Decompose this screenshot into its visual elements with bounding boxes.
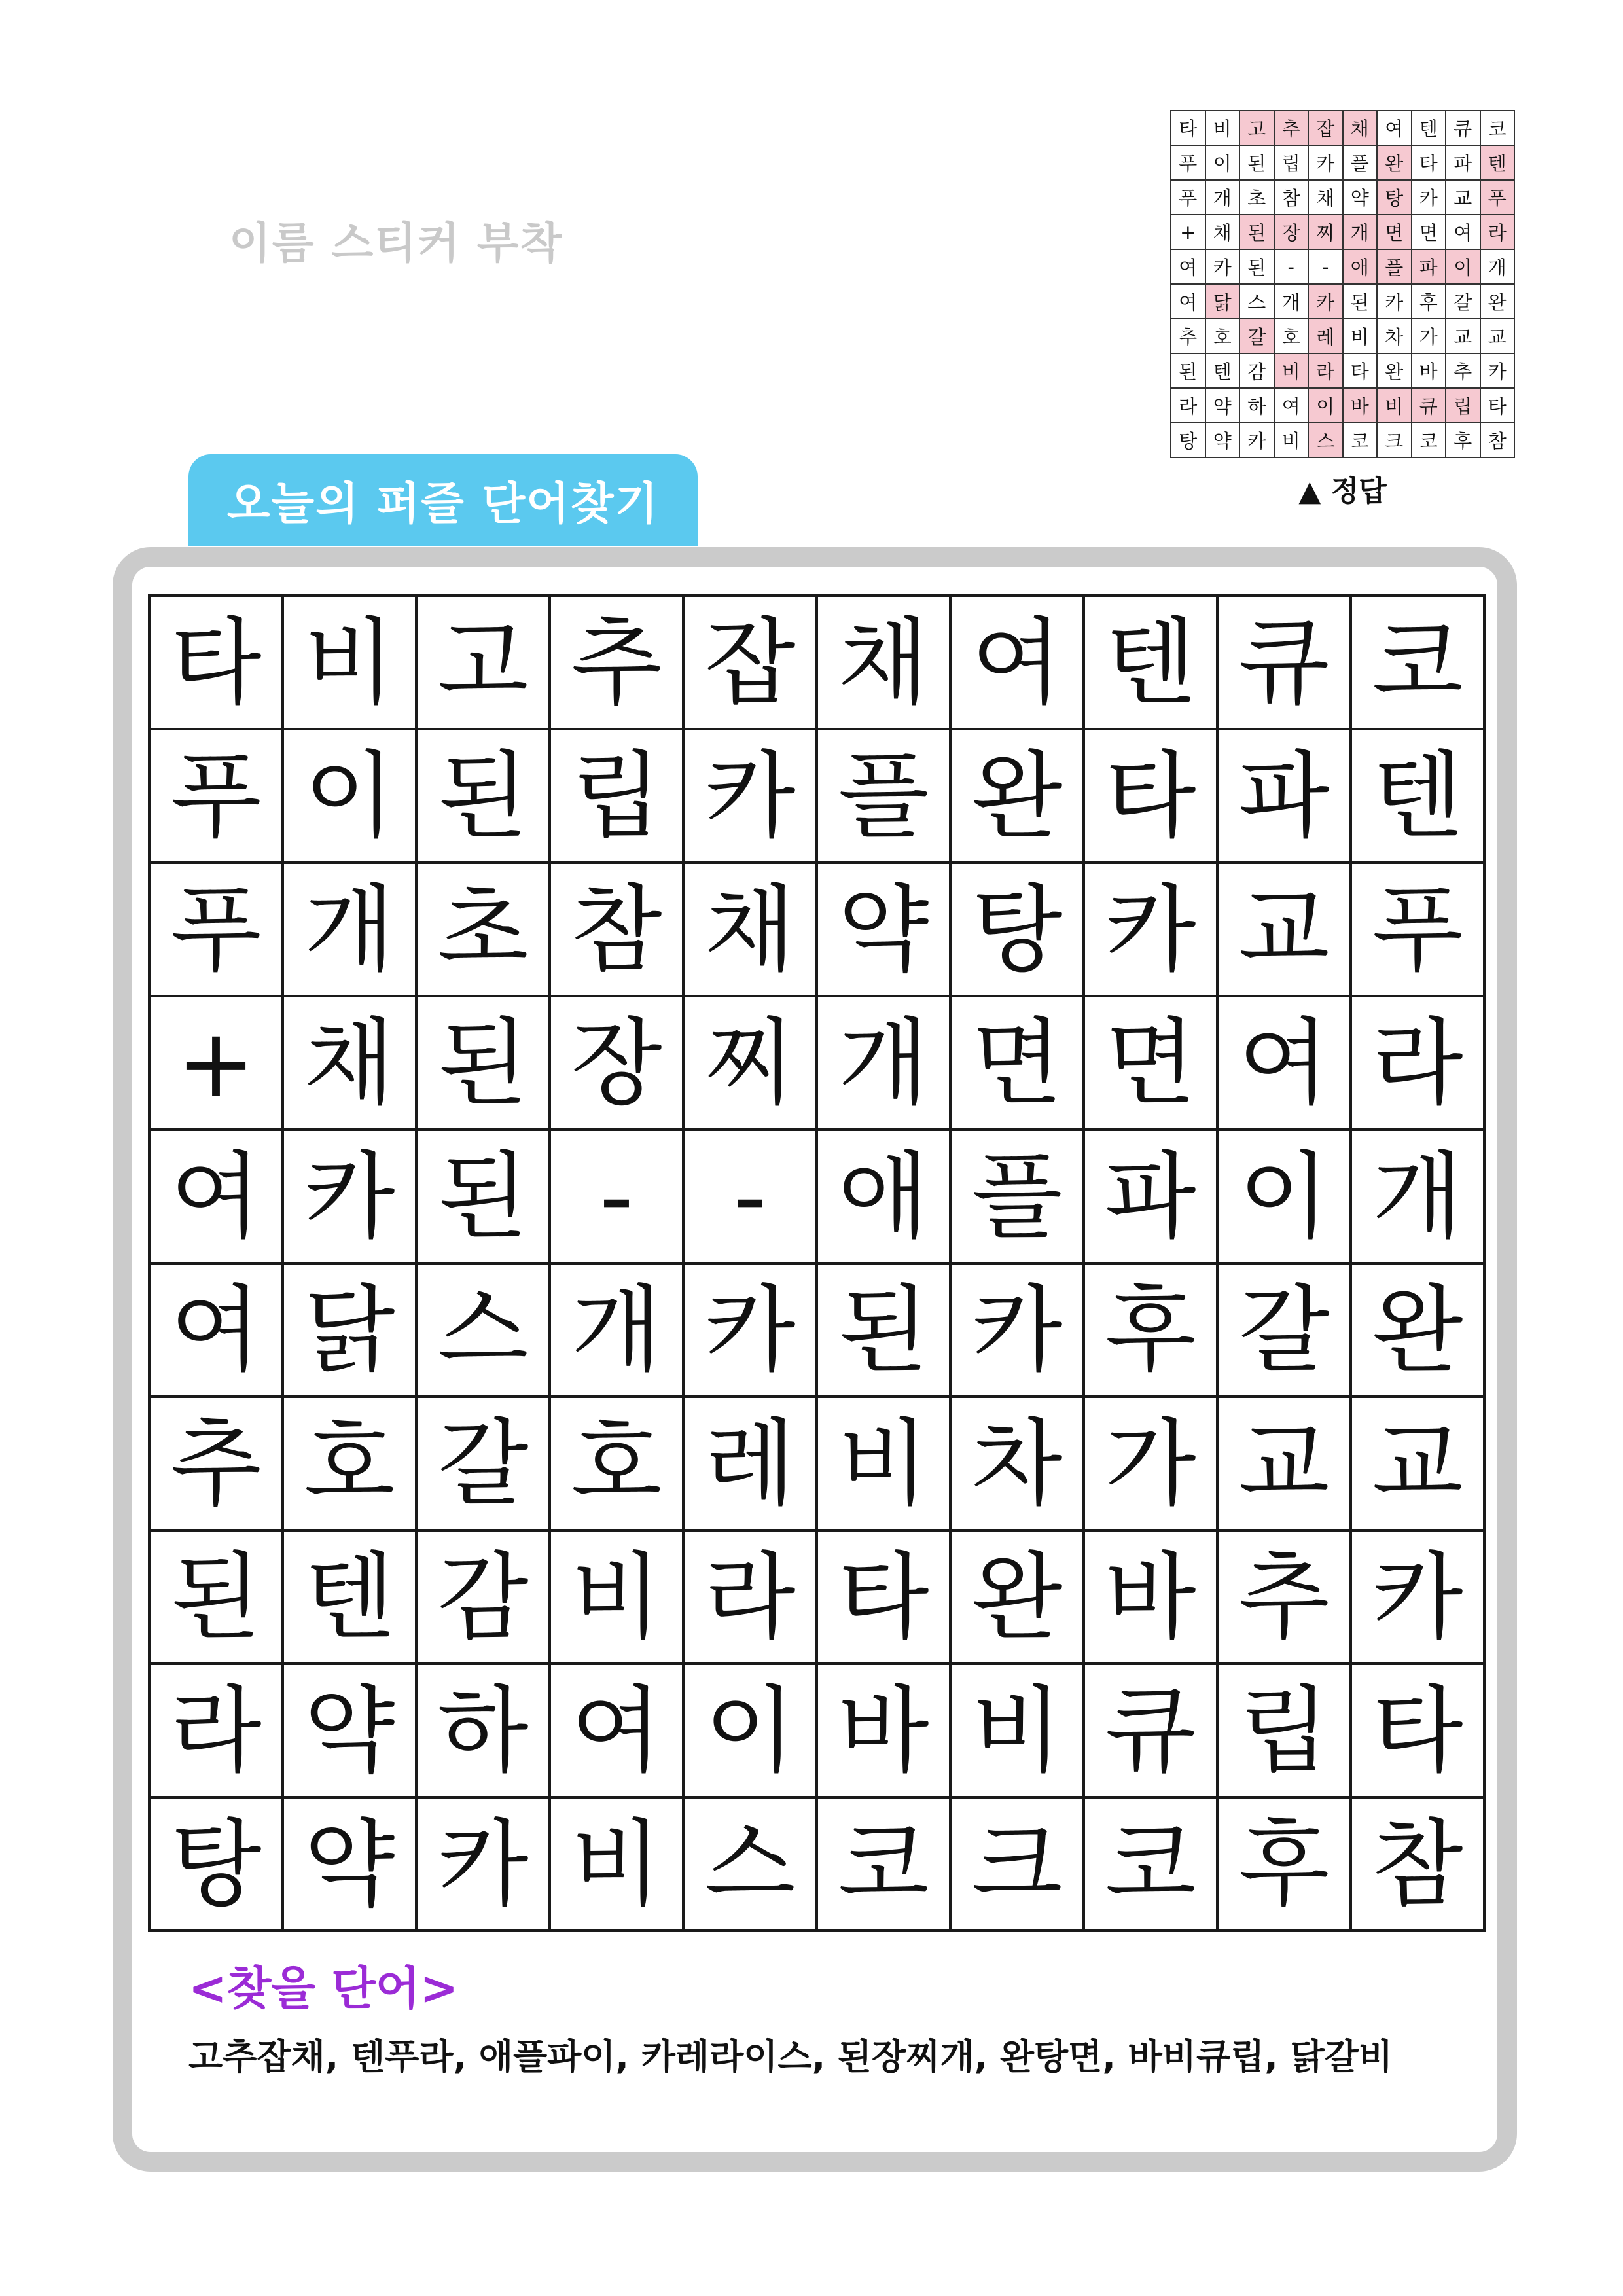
answer-cell: 여 <box>1377 111 1412 145</box>
puzzle-cell: 여 <box>950 596 1084 729</box>
answer-cell: 개 <box>1343 215 1378 249</box>
puzzle-cell: 여 <box>149 1130 283 1263</box>
puzzle-cell: 카 <box>683 729 817 863</box>
puzzle-cell: 라 <box>1351 996 1484 1130</box>
answer-cell: - <box>1274 249 1309 284</box>
puzzle-cell: 개 <box>817 996 950 1130</box>
puzzle-cell: 채 <box>817 596 950 729</box>
puzzle-cell: 크 <box>950 1797 1084 1931</box>
puzzle-cell: 카 <box>283 1130 416 1263</box>
puzzle-cell: 코 <box>1351 596 1484 729</box>
puzzle-cell: 약 <box>283 1797 416 1931</box>
answer-cell: 여 <box>1274 388 1309 423</box>
answer-cell: 개 <box>1274 284 1309 319</box>
answer-cell: 파 <box>1412 249 1446 284</box>
puzzle-cell: 잡 <box>683 596 817 729</box>
puzzle-cell: 스 <box>683 1797 817 1931</box>
puzzle-cell: 코 <box>1084 1797 1217 1931</box>
answer-cell: 크 <box>1377 423 1412 457</box>
puzzle-cell: 된 <box>416 729 550 863</box>
words-list: 고추잡채, 텐푸라, 애플파이, 카레라이스, 된장찌개, 완탕면, 바비큐립, 닭갈비 <box>188 2036 1393 2077</box>
answer-row <box>1171 284 1514 319</box>
answer-cell: 고 <box>1240 111 1274 145</box>
answer-cell: 이 <box>1308 388 1343 423</box>
answer-cell: 찌 <box>1308 215 1343 249</box>
puzzle-cell: 차 <box>950 1397 1084 1530</box>
puzzle-cell: 교 <box>1351 1397 1484 1530</box>
puzzle-row <box>149 596 1484 729</box>
answer-cell: 후 <box>1446 423 1480 457</box>
answer-cell: 비 <box>1343 319 1378 353</box>
puzzle-cell: 타 <box>1084 729 1217 863</box>
puzzle-cell: 된 <box>817 1263 950 1397</box>
puzzle-cell: 라 <box>149 1664 283 1797</box>
puzzle-cell: 코 <box>817 1797 950 1931</box>
answer-cell: 카 <box>1308 145 1343 180</box>
puzzle-cell: 장 <box>550 996 683 1130</box>
words-title: <찾을 단어> <box>188 1962 459 2015</box>
answer-cell: 차 <box>1377 319 1412 353</box>
answer-cell: 된 <box>1343 284 1378 319</box>
puzzle-cell: 추 <box>149 1397 283 1530</box>
answer-cell: 장 <box>1274 215 1309 249</box>
puzzle-title-tab: 오늘의 퍼즐 단어찾기 <box>188 454 698 546</box>
answer-cell: 호 <box>1274 319 1309 353</box>
answer-cell: 교 <box>1446 319 1480 353</box>
puzzle-cell: 된 <box>149 1530 283 1664</box>
puzzle-cell: 비 <box>950 1664 1084 1797</box>
puzzle-row <box>149 1664 1484 1797</box>
puzzle-cell: 추 <box>1217 1530 1351 1664</box>
answer-cell: 스 <box>1240 284 1274 319</box>
answer-cell: 플 <box>1343 145 1378 180</box>
puzzle-cell: 갈 <box>1217 1263 1351 1397</box>
puzzle-cell: 탕 <box>149 1797 283 1931</box>
answer-cell: 참 <box>1274 180 1309 215</box>
puzzle-cell: 감 <box>416 1530 550 1664</box>
answer-cell: 바 <box>1343 388 1378 423</box>
puzzle-cell: 카 <box>1351 1530 1484 1664</box>
answer-cell: 채 <box>1343 111 1378 145</box>
puzzle-cell: 파 <box>1217 729 1351 863</box>
answer-cell: 면 <box>1412 215 1446 249</box>
puzzle-cell: 카 <box>416 1797 550 1931</box>
answer-cell: - <box>1308 249 1343 284</box>
answer-cell: 후 <box>1412 284 1446 319</box>
puzzle-cell: 타 <box>817 1530 950 1664</box>
puzzle-cell: 이 <box>283 729 416 863</box>
answer-cell: 타 <box>1343 353 1378 388</box>
answer-cell: 스 <box>1308 423 1343 457</box>
answer-cell: 감 <box>1240 353 1274 388</box>
answer-row <box>1171 145 1514 180</box>
answer-cell: 비 <box>1377 388 1412 423</box>
puzzle-cell: 바 <box>817 1664 950 1797</box>
answer-cell: 타 <box>1171 111 1205 145</box>
answer-cell: 여 <box>1171 284 1205 319</box>
answer-row <box>1171 319 1514 353</box>
answer-cell: 된 <box>1240 249 1274 284</box>
answer-cell: 호 <box>1205 319 1240 353</box>
answer-cell: 코 <box>1412 423 1446 457</box>
answer-cell: 탕 <box>1377 180 1412 215</box>
answer-row <box>1171 353 1514 388</box>
puzzle-cell: 카 <box>1084 863 1217 996</box>
puzzle-cell: 텐 <box>283 1530 416 1664</box>
answer-cell: 하 <box>1240 388 1274 423</box>
answer-row <box>1171 180 1514 215</box>
answer-cell: 채 <box>1308 180 1343 215</box>
answer-cell: 추 <box>1274 111 1309 145</box>
answer-cell: 텐 <box>1205 353 1240 388</box>
answer-cell: 가 <box>1412 319 1446 353</box>
puzzle-cell: 면 <box>1084 996 1217 1130</box>
puzzle-cell: 교 <box>1217 863 1351 996</box>
answer-cell: 라 <box>1480 215 1515 249</box>
answer-cell: 여 <box>1446 215 1480 249</box>
puzzle-cell: 개 <box>283 863 416 996</box>
puzzle-cell: - <box>683 1130 817 1263</box>
answer-cell: 된 <box>1240 215 1274 249</box>
puzzle-cell: 텐 <box>1084 596 1217 729</box>
answer-cell: 라 <box>1171 388 1205 423</box>
puzzle-cell: 레 <box>683 1397 817 1530</box>
puzzle-row <box>149 1130 1484 1263</box>
puzzle-cell: 갈 <box>416 1397 550 1530</box>
puzzle-cell: 면 <box>950 996 1084 1130</box>
puzzle-cell: 된 <box>416 1130 550 1263</box>
puzzle-cell: 찌 <box>683 996 817 1130</box>
answer-cell: 카 <box>1240 423 1274 457</box>
puzzle-cell: 플 <box>817 729 950 863</box>
name-sticker-label: 이름 스티커 부착 <box>229 218 563 268</box>
puzzle-grid <box>148 594 1486 1932</box>
puzzle-cell: 교 <box>1217 1397 1351 1530</box>
puzzle-cell: 채 <box>283 996 416 1130</box>
answer-cell: 갈 <box>1446 284 1480 319</box>
puzzle-cell: 여 <box>149 1263 283 1397</box>
answer-cell: 여 <box>1171 249 1205 284</box>
answer-cell: 탕 <box>1171 423 1205 457</box>
answer-cell: 이 <box>1446 249 1480 284</box>
puzzle-cell: 완 <box>1351 1263 1484 1397</box>
puzzle-cell: 텐 <box>1351 729 1484 863</box>
answer-cell: 카 <box>1480 353 1515 388</box>
puzzle-cell: 가 <box>1084 1397 1217 1530</box>
answer-cell: 면 <box>1377 215 1412 249</box>
puzzle-cell: 호 <box>283 1397 416 1530</box>
puzzle-cell: 플 <box>950 1130 1084 1263</box>
answer-cell: 약 <box>1205 388 1240 423</box>
puzzle-cell: 고 <box>416 596 550 729</box>
answer-cell: 약 <box>1343 180 1378 215</box>
answer-cell: 파 <box>1446 145 1480 180</box>
puzzle-row <box>149 863 1484 996</box>
answer-cell: 푸 <box>1171 180 1205 215</box>
answer-cell: 라 <box>1308 353 1343 388</box>
answer-cell: 교 <box>1446 180 1480 215</box>
answer-cell: 추 <box>1446 353 1480 388</box>
puzzle-cell: 된 <box>416 996 550 1130</box>
puzzle-cell: 비 <box>550 1797 683 1931</box>
puzzle-cell: 타 <box>149 596 283 729</box>
answer-cell: 플 <box>1377 249 1412 284</box>
answer-cell: 카 <box>1377 284 1412 319</box>
answer-cell: 푸 <box>1171 145 1205 180</box>
answer-row <box>1171 388 1514 423</box>
answer-key <box>1170 110 1515 509</box>
puzzle-cell: - <box>550 1130 683 1263</box>
puzzle-cell: 후 <box>1217 1797 1351 1931</box>
answer-cell: 된 <box>1240 145 1274 180</box>
answer-cell: 텐 <box>1480 145 1515 180</box>
puzzle-cell: 카 <box>950 1263 1084 1397</box>
answer-cell: 비 <box>1205 111 1240 145</box>
answer-cell: + <box>1171 215 1205 249</box>
answer-cell: 완 <box>1480 284 1515 319</box>
puzzle-cell: 후 <box>1084 1263 1217 1397</box>
answer-cell: 애 <box>1343 249 1378 284</box>
answer-cell: 비 <box>1274 423 1309 457</box>
puzzle-cell: 참 <box>550 863 683 996</box>
answer-cell: 코 <box>1480 111 1515 145</box>
puzzle-cell: 큐 <box>1084 1664 1217 1797</box>
puzzle-cell: + <box>149 996 283 1130</box>
puzzle-cell: 호 <box>550 1397 683 1530</box>
answer-cell: 이 <box>1205 145 1240 180</box>
puzzle-cell: 여 <box>1217 996 1351 1130</box>
answer-cell: 비 <box>1274 353 1309 388</box>
puzzle-cell: 참 <box>1351 1797 1484 1931</box>
puzzle-cell: 비 <box>283 596 416 729</box>
answer-cell: 약 <box>1205 423 1240 457</box>
answer-row <box>1171 215 1514 249</box>
answer-cell: 참 <box>1480 423 1515 457</box>
answer-cell: 타 <box>1480 388 1515 423</box>
puzzle-cell: 푸 <box>149 863 283 996</box>
puzzle-cell: 이 <box>1217 1130 1351 1263</box>
answer-cell: 완 <box>1377 145 1412 180</box>
answer-cell: 코 <box>1343 423 1378 457</box>
puzzle-cell: 큐 <box>1217 596 1351 729</box>
answer-cell: 바 <box>1412 353 1446 388</box>
answer-cell: 텐 <box>1412 111 1446 145</box>
answer-grid <box>1170 110 1515 458</box>
answer-cell: 큐 <box>1412 388 1446 423</box>
puzzle-cell: 완 <box>950 729 1084 863</box>
puzzle-row <box>149 1530 1484 1664</box>
puzzle-cell: 카 <box>683 1263 817 1397</box>
puzzle-cell: 비 <box>550 1530 683 1664</box>
puzzle-row <box>149 996 1484 1130</box>
puzzle-cell: 푸 <box>1351 863 1484 996</box>
puzzle-cell: 완 <box>950 1530 1084 1664</box>
puzzle-row <box>149 729 1484 863</box>
puzzle-cell: 닭 <box>283 1263 416 1397</box>
answer-cell: 립 <box>1274 145 1309 180</box>
answer-cell: 푸 <box>1480 180 1515 215</box>
answer-cell: 닭 <box>1205 284 1240 319</box>
puzzle-row <box>149 1797 1484 1931</box>
answer-cell: 타 <box>1412 145 1446 180</box>
puzzle-cell: 비 <box>817 1397 950 1530</box>
puzzle-row <box>149 1263 1484 1397</box>
puzzle-cell: 바 <box>1084 1530 1217 1664</box>
puzzle-cell: 탕 <box>950 863 1084 996</box>
puzzle-cell: 초 <box>416 863 550 996</box>
puzzle-cell: 추 <box>550 596 683 729</box>
puzzle-cell: 립 <box>550 729 683 863</box>
answer-cell: 카 <box>1205 249 1240 284</box>
puzzle-cell: 스 <box>416 1263 550 1397</box>
puzzle-cell: 개 <box>550 1263 683 1397</box>
puzzle-cell: 약 <box>283 1664 416 1797</box>
puzzle-cell: 애 <box>817 1130 950 1263</box>
answer-cell: 갈 <box>1240 319 1274 353</box>
answer-cell: 추 <box>1171 319 1205 353</box>
puzzle-cell: 개 <box>1351 1130 1484 1263</box>
answer-cell: 립 <box>1446 388 1480 423</box>
puzzle-cell: 약 <box>817 863 950 996</box>
answer-cell: 레 <box>1308 319 1343 353</box>
answer-row <box>1171 249 1514 284</box>
answer-cell: 채 <box>1205 215 1240 249</box>
puzzle-cell: 파 <box>1084 1130 1217 1263</box>
answer-cell: 완 <box>1377 353 1412 388</box>
answer-cell: 카 <box>1308 284 1343 319</box>
puzzle-cell: 이 <box>683 1664 817 1797</box>
answer-label: ▲ 정답 <box>1298 475 1387 508</box>
puzzle-cell: 푸 <box>149 729 283 863</box>
answer-cell: 잡 <box>1308 111 1343 145</box>
puzzle-cell: 타 <box>1351 1664 1484 1797</box>
answer-row <box>1171 111 1514 145</box>
answer-cell: 교 <box>1480 319 1515 353</box>
answer-row <box>1171 423 1514 457</box>
puzzle-cell: 채 <box>683 863 817 996</box>
answer-cell: 개 <box>1205 180 1240 215</box>
puzzle-row <box>149 1397 1484 1530</box>
puzzle-cell: 하 <box>416 1664 550 1797</box>
answer-cell: 된 <box>1171 353 1205 388</box>
puzzle-cell: 립 <box>1217 1664 1351 1797</box>
answer-cell: 초 <box>1240 180 1274 215</box>
puzzle-cell: 라 <box>683 1530 817 1664</box>
answer-cell: 카 <box>1412 180 1446 215</box>
puzzle-cell: 여 <box>550 1664 683 1797</box>
answer-cell: 개 <box>1480 249 1515 284</box>
answer-cell: 큐 <box>1446 111 1480 145</box>
